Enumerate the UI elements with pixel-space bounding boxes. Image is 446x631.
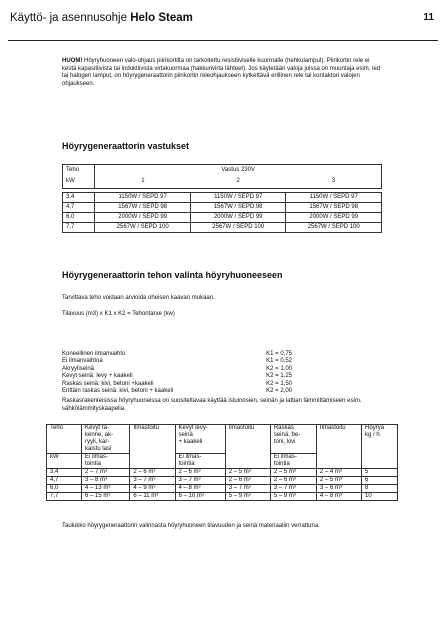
list-item: Ei ilmanvaihtoa K1 = 0,52 xyxy=(62,358,292,365)
list-item: Raskas seinä: kivi, betoni +kaakeli K2 = 1,50 xyxy=(62,380,292,387)
table-row: 3,4 2 – 7 m³ 2 – 6 m³ 2 – 6 m³ 2 – 5 m³ 2 – 5 m³ 2 – 4 m³ 5 xyxy=(47,469,398,477)
table-row: 4,7 1567W / SEPD 98 1567W / SEPD 98 1567W / SEPD 98 xyxy=(63,202,382,212)
header-ei-ilmastointia: Ei ilmas- tointia xyxy=(175,454,225,469)
header-light-structure: Kevyt ra- kenne, ak- ryyli, kar- kaistu lasi xyxy=(82,425,130,454)
table-row: 3,4 1150W / SEPD 97 1150W / SEPD 97 1150W / SEPD 97 xyxy=(63,192,382,202)
header-steam: Höyryä kg / h xyxy=(362,425,398,454)
page-number: 11 xyxy=(423,12,434,23)
header-ei-ilmastointia: Ei ilmas- tointia xyxy=(270,454,316,469)
header-col-2: 2 xyxy=(190,174,286,188)
header-divider xyxy=(8,40,438,41)
document-title: Käyttö- ja asennusohje Helo Steam xyxy=(10,12,193,24)
header-kw: kW xyxy=(63,174,95,188)
header-ilmastoitu: Ilmastoitu xyxy=(316,425,361,454)
section-title-power-selection: Höyrygeneraattorin tehon valinta höyryhuoneeseen xyxy=(62,270,283,280)
header-vastus: Vastus 230V xyxy=(95,165,382,175)
room-selection-table xyxy=(46,424,398,501)
table-row: 7,7 6 – 15 m³ 6 – 11 m³ 6 – 10 m³ 5 – 9 m³ 5 – 9 m³ 4 – 8 m³ 10 xyxy=(47,493,398,501)
header-teho: Teho xyxy=(47,425,82,454)
header-heavy-wall: Raskas seinä, be- toni, kivi xyxy=(270,425,316,454)
header-teho: Teho xyxy=(63,165,95,175)
header-col-3: 3 xyxy=(286,174,382,188)
list-item: Koneellinen ilmanvaihto K1 = 0,75 xyxy=(62,351,292,357)
page-header xyxy=(0,0,446,44)
formula-text: Tilavuus (m3) x K1 x K2 = Tehontarve (kw) xyxy=(62,311,175,317)
warning-note: HUOM! Höyryhuoneen valo-ohjaus piirikortilta on tarkoitettu resistiiviselle kuormalle (hehkulamput). Piirikortin rele ei kestä kapasitiivista tai induktiivista virtakuormaa (hakkurivirta lähteet). Jos käytetään valoja joissa on muuntaja esim. led tai halogen lamput, on höyrygeneraattorin piirikortin releohjaukseen kytkettävä erillinen rele tai kontaktori valojen ohjaukseen. xyxy=(62,58,381,87)
list-item: Kevyt seinä: levy + kaakeli K2 = 1,25 xyxy=(62,373,292,380)
header-ei-ilmastointia: Ei ilmas- tointia xyxy=(82,454,130,469)
table-caption: Taulukko höyrygeneraattorin valinnasta höyryhuoneen tilavuuden ja seinä materiaaliin verrattuna. xyxy=(62,523,320,529)
list-item: Erittäin raskas seinä: kivi, betoni + kaakeli K2 = 2,00 xyxy=(62,388,292,395)
table-row: 6,0 4 – 13 m³ 4 – 9 m³ 4 – 8 m³ 3 – 7 m³ 3 – 7 m³ 3 – 6 m³ 8 xyxy=(47,485,398,493)
header-kw: kW xyxy=(47,454,82,469)
resistor-table xyxy=(62,164,382,233)
header-ilmastoitu: Ilmastoitu xyxy=(225,425,270,454)
table-row: 7,7 2567W / SEPD 100 2567W / SEPD 100 2567W / SEPD 100 xyxy=(63,222,382,232)
factor-list xyxy=(62,351,292,395)
list-item: Akryyliseinä K2 = 1,00 xyxy=(62,365,292,372)
header-light-wall: Kevyt levy- seinä + kaakeli xyxy=(175,425,225,454)
intro-paragraph: Tarvittava teho voidaan arvioida oheisen kaavan mukaan. xyxy=(62,295,215,301)
table-row: 6,0 2000W / SEPD 99 2000W / SEPD 99 2000W / SEPD 99 xyxy=(63,212,382,222)
header-col-1: 1 xyxy=(95,174,191,188)
section-title-resistors: Höyrygeneraattorin vastukset xyxy=(62,141,190,151)
header-ilmastoitu: Ilmastoitu xyxy=(130,425,175,454)
heating-paragraph: Raskasrakenteisissa höyryhuoneissa on suositeltavaa käyttää istuinosien, seinän ja lattian lämmittämiseen esim. sähkölämmityskaapelia. xyxy=(62,398,362,412)
table-row: 4,7 3 – 8 m³ 3 – 7 m³ 3 – 7 m³ 2 – 6 m³ 2 – 6 m³ 2 – 5 m³ 6 xyxy=(47,477,398,485)
